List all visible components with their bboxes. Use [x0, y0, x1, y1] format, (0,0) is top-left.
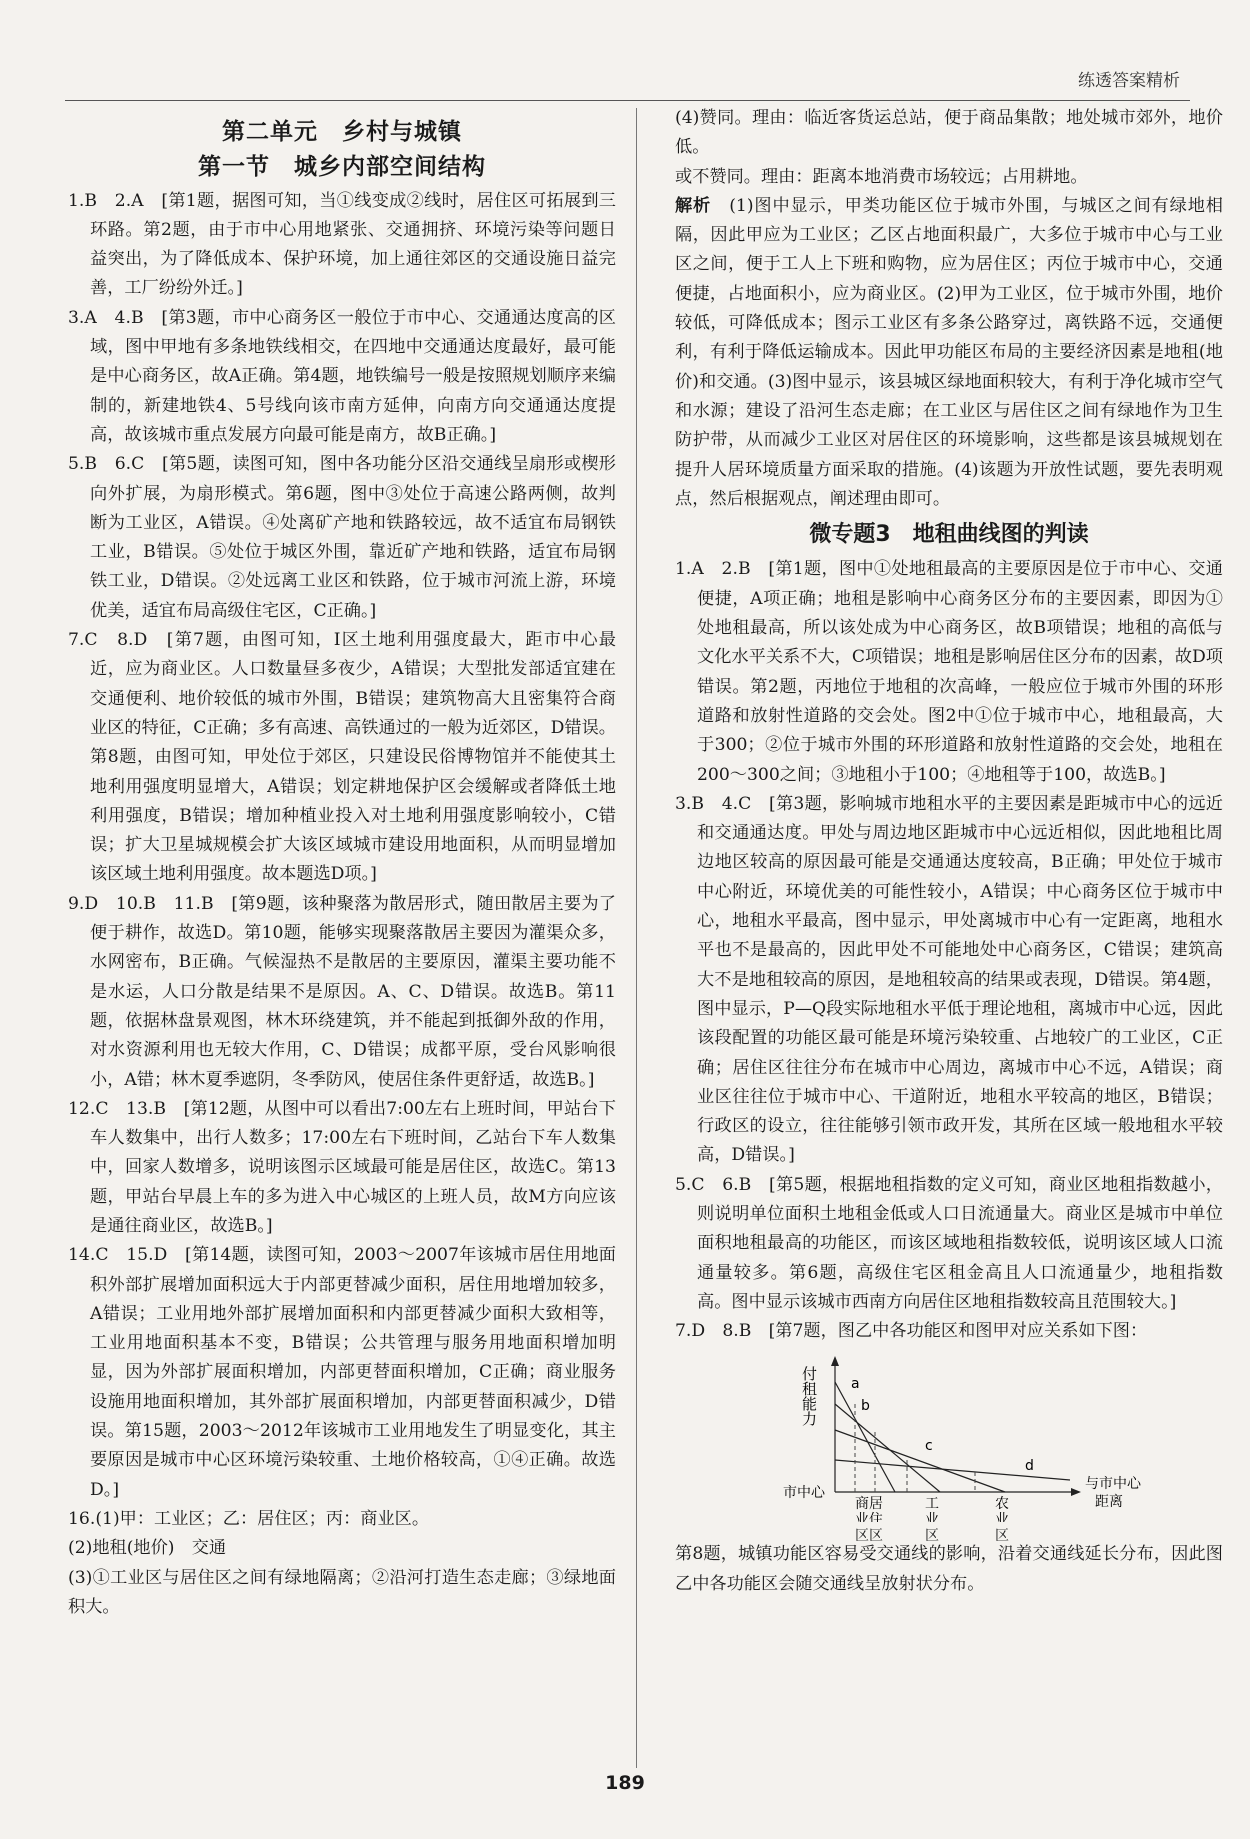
left-column — [68, 108, 616, 1622]
answer-tail: 第8题，城镇功能区容易受交通线的影响，沿着交通线延长分布，因此图乙中各功能区会随交通线呈放射状分布。 — [675, 1544, 1223, 1594]
zone-label: 业 — [995, 1512, 1009, 1523]
answer-sub-item: (4)赞同。理由：临近客货运总站，便于商品集散；地处城市郊外，地价低。 — [675, 108, 1223, 158]
zone-label: 商居 — [855, 1496, 883, 1513]
answer-item: 1.B 2.A [第1题，据图可知，当①线变成②线时，居住区可拓展到三环路。第2题，由于市中心用地紧张、交通拥挤、环境污染等问题日益突出，为了降低成本、保护环境，加上通往郊区的交通设施日益完善，工厂纷纷外迁。] — [68, 190, 616, 299]
answer-item: 3.A 4.B [第3题，市中心商务区一般位于市中心、交通通达度高的区域，图中甲地有多条地铁线相交，在四地中交通通达度最好，最可能是中心商务区，故A正确。第4题，地铁编号一般是按照规划顺序来编制的，新建地铁4、5号线向该市南方延伸，向南方向交通通达度提高，故该城市重点发展方向最可能是南方，故B正确。] — [68, 307, 616, 445]
zone-label-row — [675, 1522, 1223, 1545]
zone-label: 业住 — [855, 1512, 883, 1523]
answer-item: 5.C 6.B [第5题，根据地租指数的定义可知，商业区地租指数越小，则说明单位面积土地租金低或人口日流通量大。商业区是城市中单位面积地租最高的功能区，而该区域地租指数较低，说明该区域人口流通量较多。第6题，高级住宅区租金高且人口流通量少，地租指数高。图中显示该城市西南方向居住区地租指数较高且范围较大。] — [675, 1174, 1223, 1312]
curve-label: d — [1025, 1458, 1034, 1475]
curve-label: c — [925, 1438, 933, 1455]
micro-topic-title: 微专题3 地租曲线图的判读 — [809, 522, 1089, 548]
answer-item: 1.A 2.B [第1题，图中①处地租最高的主要原因是位于市中心、交通便捷，A项正确；地租是影响中心商务区分布的主要因素，即因为①处地租最高，所以该处成为中心商务区，故B项错误；地租的高低与文化水平关系不大，C项错误；地租是影响居住区分布的因素，故D项错误。第2题，丙地位于地租的次高峰，一般应位于城市外围的环形道路和放射性道路的交会处。图2中①位于城市中心，地租最高，大于300；②位于城市外围的环形道路和放射性道路的交会处，地租在200～300之间；③地租小于100；④地租等于100，故选B。] — [675, 559, 1223, 785]
zone-label: 区 — [995, 1528, 1009, 1545]
column-divider — [636, 108, 637, 1768]
answer-sub-item: 或不赞同。理由：距离本地消费市场较远；占用耕地。 — [675, 166, 1088, 187]
answer-item: 12.C 13.B [第12题，从图中可以看出7:00左右上班时间，甲站台下车人数集中，出行人数多；17:00左右下班时间，乙站台下车人数集中，回家人数增多，说明该图示区域最可能是居住区，故选C。第13题，甲站台早晨上车的多为进入中心城区的上班人员，故M方向应该是通往商业区，故选B。] — [68, 1098, 616, 1236]
analysis-label: 解析 — [675, 195, 712, 216]
analysis-text: (1)图中显示，甲类功能区位于城市外围，与城区之间有绿地相隔，因此甲应为工业区；乙区占地面积最广，大多位于城市中心与工业区之间，便于工人上下班和购物，应为居住区；丙位于城市中心，交通便捷，占地面积小，应为商业区。(2)甲为工业区，位于城市外围，地价较低，可降低成本；图示工业区有多条公路穿过，离铁路不远，交通便利，有利于降低运输成本。因此甲功能区布局的主要经济因素是地租(地价)和交通。(3)图中显示，该县城区绿地面积较大，有利于净化城市空气和水源；建设了沿河生态走廊；在工业区与居住区之间有绿地作为卫生防护带，从而减少工业区对居住区的环境影响，这些都是该县城规划在提升人居环境质量方面采取的措施。(4)该题为开放性试题，要先表明观点，然后根据观点，阐述理由即可。 — [675, 195, 1223, 509]
bid-rent-figure — [675, 1352, 1223, 1522]
x-axis-arrow — [1071, 1488, 1081, 1496]
answer-item: 5.B 6.C [第5题，读图可知，图中各功能分区沿交通线呈扇形或楔形向外扩展，为扇形模式。第6题，图中③处位于高速公路两侧，故判断为工业区，A错误。④处离矿产地和铁路较远，故不适宜布局钢铁工业，B错误。⑤处位于城区外围，靠近矿产地和铁路，适宜布局钢铁工业，D错误。②处远离工业区和铁路，位于城市河流上游，环境优美，适宜布局高级住宅区，C正确。] — [68, 454, 616, 621]
answer-item: 9.D 10.B 11.B [第9题，该种聚落为散居形式，随田散居主要为了便于耕作，故选D。第10题，能够实现聚落散居主要因为灌渠众多，水网密布，B正确。气候湿热不是散居的主要原因，灌渠主要功能不是水运，人口分散是结果不是原因。A、C、D错误。故选B。第11题，依据林盘景观图，林木环绕建筑，并不能起到抵御外敌的作用，对水资源利用也无较大作用，C、D错误；成都平原，受台风影响很小，A错；林木夏季遮阴，冬季防风，使居住条件更舒适，故选B。] — [68, 893, 616, 1090]
x-axis-label: 距离 — [1095, 1494, 1123, 1511]
zone-label: 工 — [925, 1496, 939, 1513]
curve-label: a — [851, 1376, 860, 1393]
answer-item: 3.B 4.C [第3题，影响城市地租水平的主要因素是距城市中心的远近和交通通达度。甲处与周边地区距城市中心远近相似，因此地租比周边地区较高的原因最可能是交通通达度较高，B正确；甲处位于城市中心附近，环境优美的可能性较小，A错误；中心商务区位于城市中心，地租水平最高，图中显示，甲处离城市中心有一定距离，地租水平也不是最高的，因此甲处不可能地处中心商务区，C错误；建筑高大不是地租较高的原因，是地租较高的结果或表现，D错误。第4题，图中显示，P—Q段实际地租水平低于理论地租，离城市中心远，因此该段配置的功能区最可能是环境污染较重、占地较广的工业区，C正确；居住区往往分布在城市中心周边，离城市中心不远，A错误；商业区往往位于城市中心、干道附近，地租水平较高的地区，B错误；行政区的设立，往往能够引领市政开发，其所在区域一般地租水平较高，D错误。] — [675, 793, 1223, 1166]
unit-title: 第二单元 乡村与城镇 — [222, 119, 462, 145]
curve-d — [835, 1460, 1070, 1480]
origin-label: 市中心 — [783, 1485, 825, 1502]
analysis-paragraph — [675, 192, 1223, 514]
answer-item: 16.(1)甲：工业区；乙：居住区；丙：商业区。 — [68, 1508, 430, 1529]
right-column — [675, 104, 1223, 1599]
answer-sub-item: (3)①工业区与居住区之间有绿地隔离；②沿河打造生态走廊；③绿地面积大。 — [68, 1567, 616, 1617]
zone-label: 业 — [925, 1512, 939, 1523]
page-number: 189 — [605, 1772, 645, 1794]
x-axis-label: 与市中心 — [1085, 1476, 1141, 1493]
answer-item: 14.C 15.D [第14题，读图可知，2003～2007年该城市居住用地面积外部扩展增加面积远大于内部更替减少面积，居住用地增加较多，A错误；工业用地外部扩展增加面积和内部更替减少面积大致相等，工业用地面积基本不变，B错误；公共管理与服务用地面积增加明显，因为外部扩展面积增加，内部更替面积增加，C正确；商业服务设施用地面积增加，其外部扩展面积增加，内部更替面积减少，D错误。第15题，2003～2012年该城市工业用地发生了明显变化，其主要原因是城市中心区环境污染较重、土地价格较高，①④正确。故选D。] — [68, 1245, 616, 1500]
curve-label: b — [861, 1398, 870, 1415]
section-title: 第一节 城乡内部空间结构 — [198, 154, 486, 181]
header-title: 练透答案精析 — [1078, 71, 1180, 91]
zone-label: 区区 — [855, 1528, 883, 1545]
header-rule — [65, 100, 1190, 101]
answer-item: 7.C 8.D [第7题，由图可知，Ⅰ区土地利用强度最大，距市中心最近，应为商业区。人口数量昼多夜少，A错误；大型批发部适宜建在交通便利、地价较低的城市外围，B错误；建筑物高大且密集符合商业区的特征，C正确；多有高速、高铁通过的一般为近郊区，D错误。第8题，由图可知，甲处位于郊区，只建设民俗博物馆并不能使其土地利用强度明显增大，A错误；划定耕地保护区会缓解或者降低土地利用强度，B错误；增加种植业投入对土地利用强度影响较小，C错误；扩大卫星城规模会扩大该区域城市建设用地面积，从而明显增加该区域土地利用强度。故本题选D项。] — [68, 630, 616, 885]
y-axis-arrow — [831, 1356, 839, 1366]
bid-rent-diagram — [675, 1352, 1223, 1522]
answer-item: 7.D 8.B [第7题，图乙中各功能区和图甲对应关系如下图： — [675, 1321, 1148, 1342]
curve-c — [835, 1430, 1005, 1492]
answer-sub-item: (2)地租(地价) 交通 — [68, 1538, 227, 1559]
y-axis-label: 付租能力 — [800, 1366, 818, 1427]
zone-label: 区 — [925, 1528, 939, 1545]
zone-label: 农 — [995, 1496, 1009, 1513]
